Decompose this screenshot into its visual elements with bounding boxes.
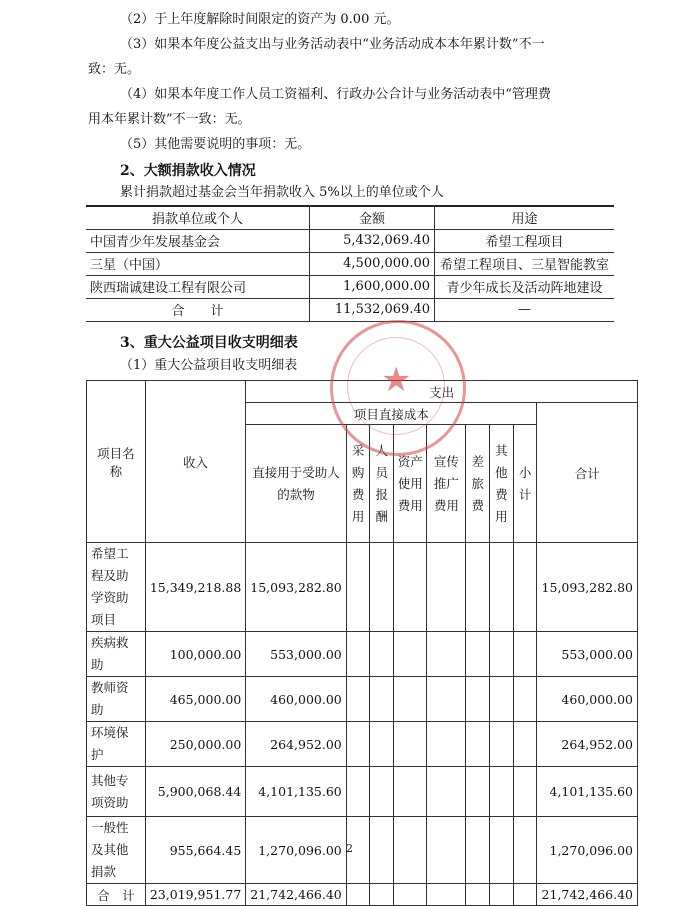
header-direct-aid: 直接用于受助人的款物 <box>246 425 346 543</box>
header-donor: 捐款单位或个人 <box>86 206 310 229</box>
use-cell: 青少年成长及活动阵地建设 <box>435 275 615 298</box>
table-row <box>86 252 614 275</box>
header-use: 用途 <box>435 206 615 229</box>
income-cell: 465,000.00 <box>145 677 245 722</box>
section-2-heading: 2、大额捐款收入情况 <box>120 163 256 179</box>
project-name: 教师资助 <box>87 677 146 722</box>
table-row <box>86 275 614 298</box>
total-use: — <box>435 298 615 321</box>
total-label: 合 计 <box>86 298 310 321</box>
donor-cell: 中国青少年发展基金会 <box>86 229 310 252</box>
header-row-1 <box>87 381 638 403</box>
aid-cell: 1,270,096.00 <box>246 817 346 884</box>
project-name: 希望工程及助学资助项目 <box>87 543 146 632</box>
use-cell: 希望工程项目、三星智能教室 <box>435 252 615 275</box>
use-cell: 希望工程项目 <box>435 229 615 252</box>
income-cell: 100,000.00 <box>145 632 245 677</box>
sum-label: 合 计 <box>87 884 146 906</box>
table-row <box>87 632 638 677</box>
income-cell: 5,900,068.44 <box>145 767 245 817</box>
header-travel: 差旅费 <box>466 425 490 543</box>
paragraph-5: （5）其他需要说明的事项：无。 <box>120 137 311 152</box>
total-cell: 4,101,135.60 <box>537 767 638 817</box>
income-cell: 250,000.00 <box>145 722 245 767</box>
total-cell: 1,270,096.00 <box>537 817 638 884</box>
income-cell: 15,349,218.88 <box>145 543 245 632</box>
seal-star-icon: ★ <box>381 360 412 400</box>
sum-total: 21,742,466.40 <box>537 884 638 906</box>
total-cell: 15,093,282.80 <box>537 543 638 632</box>
header-income: 收入 <box>145 381 245 543</box>
section-3-subtitle: （1）重大公益项目收支明细表 <box>120 358 298 373</box>
donation-table <box>86 205 614 322</box>
paragraph-3-line2: 致：无。 <box>88 62 141 77</box>
section-2-intro: 累计捐款超过基金会当年捐款收入 5%以上的单位或个人 <box>120 185 444 200</box>
total-cell: 264,952.00 <box>537 722 638 767</box>
project-name: 环境保护 <box>87 722 146 767</box>
header-staff: 人员报酬 <box>370 425 394 543</box>
donor-cell: 陕西瑞诚建设工程有限公司 <box>86 275 310 298</box>
header-total: 合计 <box>537 403 638 543</box>
paragraph-4-line1: （4）如果本年度工作人员工资福利、行政办公合计与业务活动表中“管理费 <box>120 87 551 102</box>
sum-income: 23,019,951.77 <box>145 884 245 906</box>
donor-cell: 三星（中国） <box>86 252 310 275</box>
header-direct-cost: 项目直接成本 <box>246 403 537 425</box>
aid-cell: 264,952.00 <box>246 722 346 767</box>
total-row <box>86 298 614 321</box>
amount-cell: 4,500,000.00 <box>310 252 435 275</box>
project-name: 其他专项资助 <box>87 767 146 817</box>
table-header-row <box>86 206 614 229</box>
income-cell: 955,664.45 <box>145 817 245 884</box>
project-table <box>86 380 638 906</box>
table-row <box>87 543 638 632</box>
table-row <box>87 677 638 722</box>
header-amount: 金额 <box>310 206 435 229</box>
paragraph-4-line2: 用本年累计数”不一致：无。 <box>88 112 251 127</box>
header-subtotal: 小计 <box>513 425 537 543</box>
header-other: 其他费用 <box>490 425 514 543</box>
header-asset: 资产使用费用 <box>394 425 427 543</box>
aid-cell: 553,000.00 <box>246 632 346 677</box>
header-promo: 宣传推广费用 <box>427 425 466 543</box>
table-row <box>87 767 638 817</box>
page-number: 2 <box>346 842 353 855</box>
sum-row <box>87 884 638 906</box>
header-project: 项目名称 <box>87 381 146 543</box>
paragraph-3-line1: （3）如果本年度公益支出与业务活动表中“业务活动成本本年累计数”不一 <box>120 37 545 52</box>
project-name: 一般性及其他捐款 <box>87 817 146 884</box>
header-purchase: 采购费用 <box>346 425 370 543</box>
amount-cell: 5,432,069.40 <box>310 229 435 252</box>
table-row <box>87 722 638 767</box>
header-expense: 支出 <box>246 381 638 403</box>
sum-aid: 21,742,466.40 <box>246 884 346 906</box>
total-cell: 460,000.00 <box>537 677 638 722</box>
total-amount: 11,532,069.40 <box>310 298 435 321</box>
aid-cell: 15,093,282.80 <box>246 543 346 632</box>
section-3-heading: 3、重大公益项目收支明细表 <box>120 335 298 351</box>
aid-cell: 4,101,135.60 <box>246 767 346 817</box>
paragraph-2: （2）于上年度解除时间限定的资产为 0.00 元。 <box>120 12 400 27</box>
total-cell: 553,000.00 <box>537 632 638 677</box>
amount-cell: 1,600,000.00 <box>310 275 435 298</box>
aid-cell: 460,000.00 <box>246 677 346 722</box>
project-name: 疾病救助 <box>87 632 146 677</box>
table-row <box>86 229 614 252</box>
